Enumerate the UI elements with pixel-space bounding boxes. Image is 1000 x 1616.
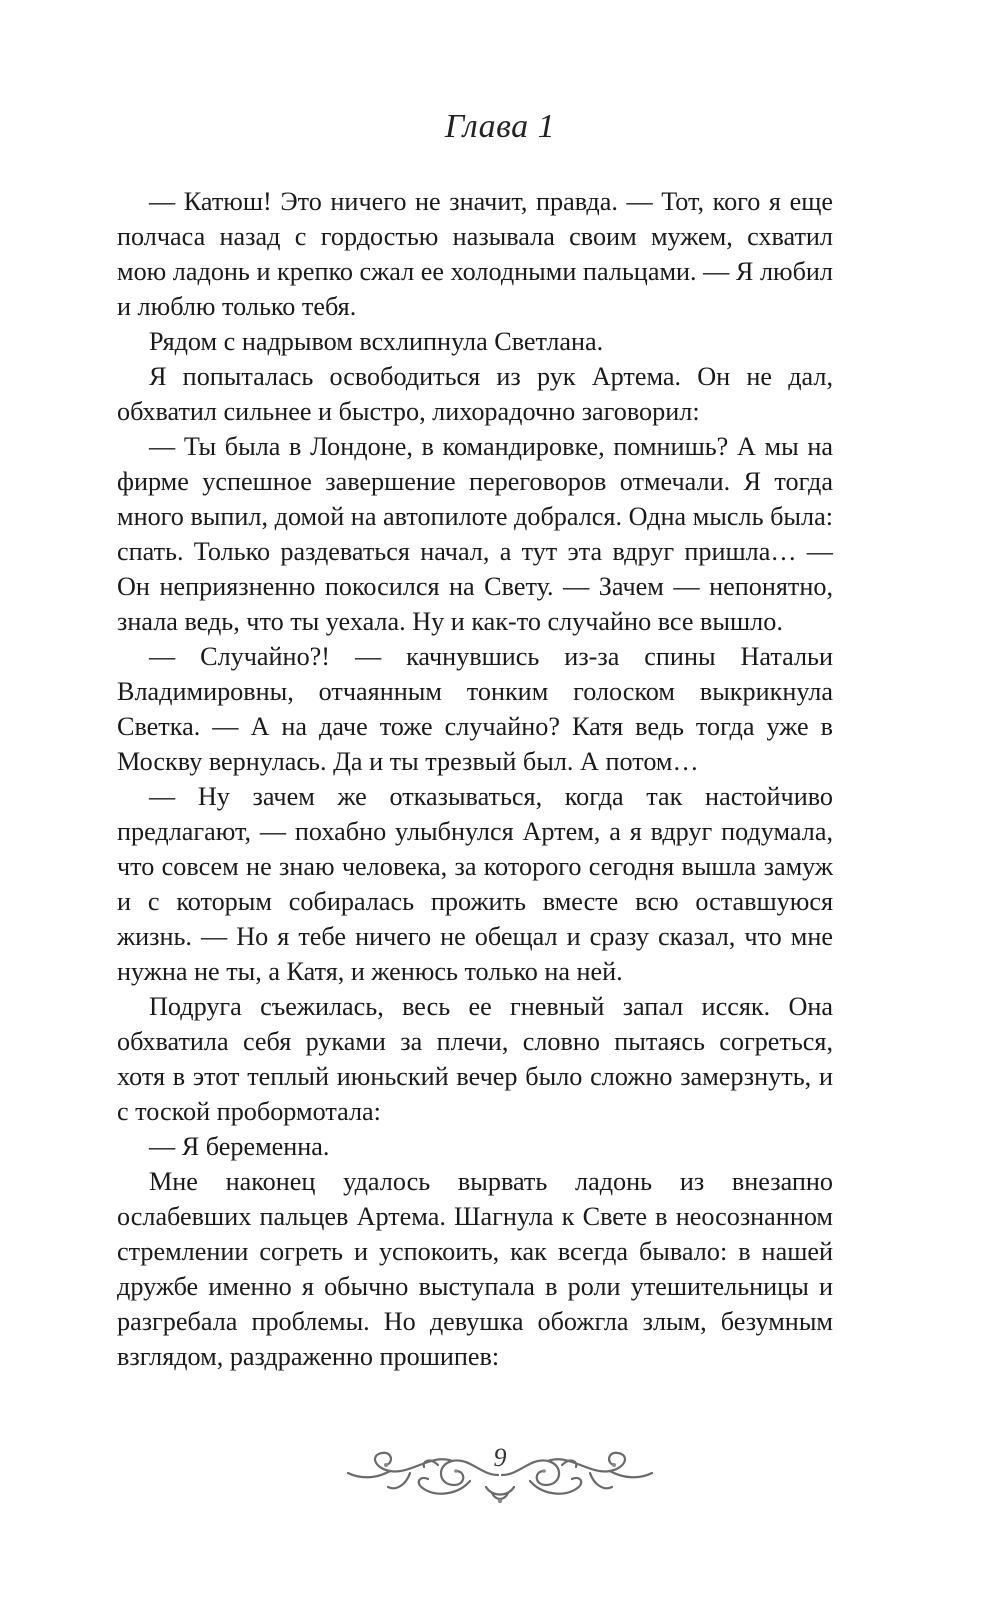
- paragraph-5: — Случайно?! — качнувшись из-за спины Натальи Владимировны, отчаянным тонким голоском выкрикнула Светка. — А на даче тоже случайно? Катя ведь тогда уже в Москву вернулась. Да и ты трезвый был. А потом…: [117, 642, 833, 776]
- paragraph-9: Мне наконец удалось вырвать ладонь из внезапно ослабевших пальцев Артема. Шагнула к Свете в неосознанном стремлении согреть и успокоить, как всегда бывало: в нашей дружбе именно я обычно выступала в роли утешительницы и разгребала проблемы. Но девушка обожгла злым, безумным взглядом, раздраженно прошипев:: [117, 1167, 833, 1371]
- page-footer: [0, 1435, 1000, 1515]
- paragraph-2: Рядом с надрывом всхлипнула Светлана.: [149, 327, 604, 356]
- paragraph-8: — Я беременна.: [149, 1132, 330, 1161]
- chapter-title: Глава 1: [444, 108, 556, 145]
- body-text: [117, 184, 833, 1374]
- paragraph-3: Я попыталась освободиться из рук Артема. Он не дал, обхватил сильнее и быстро, лихорадочно заговорил:: [117, 362, 833, 426]
- paragraph-4: — Ты была в Лондоне, в командировке, помнишь? А мы на фирме успешное завершение переговоров отмечали. Я тогда много выпил, домой на автопилоте добрался. Одна мысль была: спать. Только раздеваться начал, а тут эта вдруг пришла… — Он неприязненно покосился на Свету. — Зачем — непонятно, знала ведь, что ты уехала. Ну и как-то случайно все вышло.: [117, 432, 833, 636]
- paragraph-6: — Ну зачем же отказываться, когда так настойчиво предлагают, — похабно улыбнулся Артем, а я вдруг подумала, что совсем не знаю человека, за которого сегодня вышла замуж и с которым собиралась прожить вместе всю оставшуюся жизнь. — Но я тебе ничего не обещал и сразу сказал, что мне нужна не ты, а Катя, и женюсь только на ней.: [117, 782, 833, 986]
- paragraph-1: — Катюш! Это ничего не значит, правда. — Тот, кого я еще полчаса назад с гордостью называла своим мужем, схватил мою ладонь и крепко сжал ее холодными пальцами. — Я любил и люблю только тебя.: [117, 187, 833, 321]
- paragraph-7: Подруга съежилась, весь ее гневный запал иссяк. Она обхватила себя руками за плечи, словно пытаясь согреться, хотя в этот теплый июньский вечер было сложно замерзнуть, и с тоской пробормотала:: [117, 992, 833, 1126]
- page-number: 9: [493, 1443, 507, 1472]
